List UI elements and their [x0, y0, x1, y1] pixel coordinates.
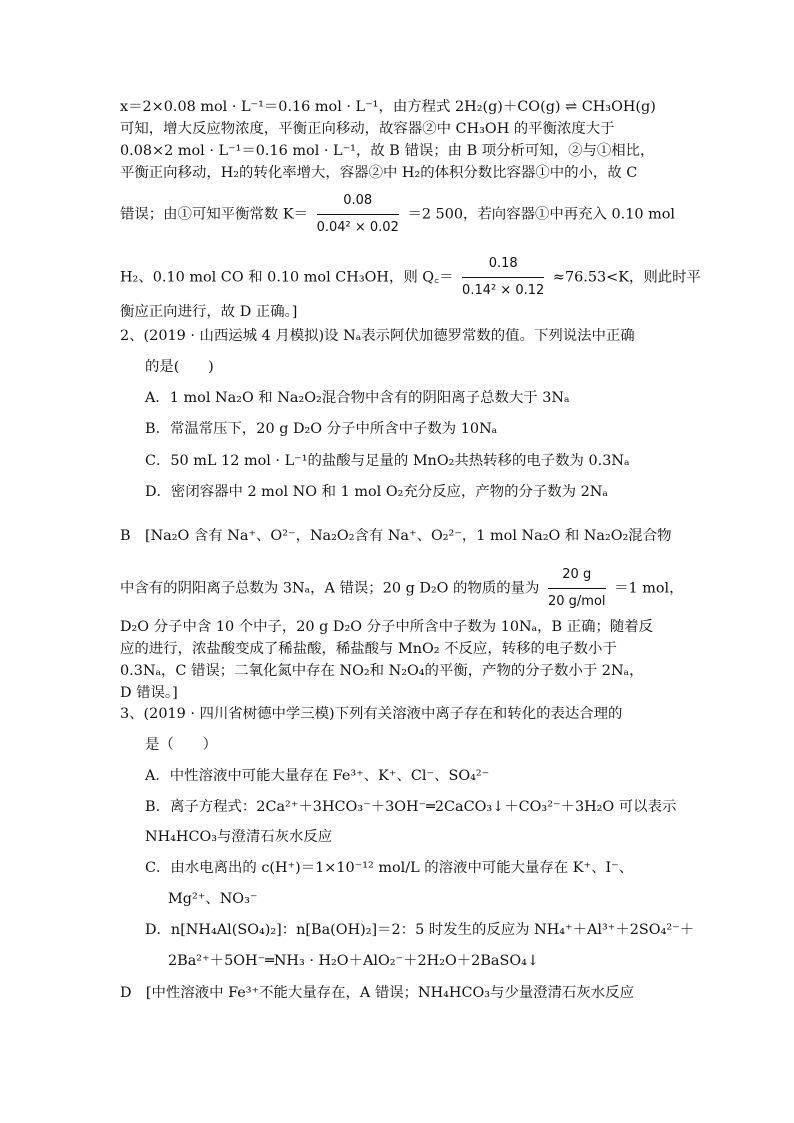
answer-3-line: D [中性溶液中 Fe³⁺不能大量存在，A 错误；NH₄HCO₃与少量澄清石灰水反应: [120, 985, 634, 1001]
option-c: C．由水电离出的 c(H⁺)＝1×10⁻¹² mol/L 的溶液中可能大量存在 K⁺、I⁻、: [145, 860, 634, 876]
fraction-denominator: 20 g/mol: [547, 594, 606, 609]
text-segment: 错误；由①可知平衡常数 K＝: [120, 206, 309, 223]
text-line: 2Ba²⁺＋5OH⁻═NH₃ · H₂O＋AlO₂⁻＋2H₂O＋2BaSO₄↓: [168, 953, 539, 969]
text-line: Mg²⁺、NO₃⁻: [168, 891, 258, 907]
question-3-title: 3、(2019 · 四川省树德中学三模)下列有关溶液中离子存在和转化的表达合理的: [120, 706, 623, 722]
text-segment: ＝2 500，若向容器①中再充入 0.10 mol: [407, 206, 676, 223]
text-line: 可知，增大反应物浓度，平衡正向移动，故容器②中 CH₃OH 的平衡浓度大于: [120, 121, 615, 137]
text-line: D₂O 分子中含 10 个中子，20 g D₂O 分子中所含中子数为 10Nₐ，B 正确；随着反: [120, 619, 654, 635]
fraction-denominator: 0.04² × 0.02: [316, 220, 399, 235]
option-d: D．n[NH₄Al(SO₄)₂]：n[Ba(OH)₂]＝2：5 时发生的反应为 NH₄⁺＋Al³⁺＋2SO₄²⁻＋: [145, 922, 695, 938]
text-line: D 错误。]: [120, 685, 178, 701]
text-line: NH₄HCO₃与澄清石灰水反应: [145, 829, 333, 845]
option-a: A．1 mol Na₂O 和 Na₂O₂混合物中含有的阴阳离子总数大于 3Nₐ: [145, 390, 570, 406]
fraction-denominator: 0.14² × 0.12: [462, 283, 545, 298]
text-line: 0.08×2 mol · L⁻¹＝0.16 mol · L⁻¹，故 B 错误；由 B 项分析可知，②与①相比，: [120, 143, 655, 159]
question-2-title: 2、(2019 · 山西运城 4 月模拟)设 Nₐ表示阿伏加德罗常数的值。下列说法中正确: [120, 328, 635, 344]
option-b: B．离子方程式：2Ca²⁺＋3HCO₃⁻＋3OH⁻═2CaCO₃↓＋CO₃²⁻＋3H₂O 可以表示: [145, 799, 677, 815]
text-segment: ＝1 mol，: [614, 580, 684, 597]
option-c: C．50 mL 12 mol · L⁻¹的盐酸与足量的 MnO₂共热转移的电子数为 0.3Nₐ: [145, 453, 630, 469]
option-a: A．中性溶液中可能大量存在 Fe³⁺、K⁺、Cl⁻、SO₄²⁻: [145, 768, 490, 784]
fraction-numerator: 0.08: [317, 191, 399, 215]
answer-2-line: B [Na₂O 含有 Na⁺、O²⁻，Na₂O₂含有 Na⁺、O₂²⁻，1 mol Na₂O 和 Na₂O₂混合物: [120, 528, 672, 544]
fraction-mass-molar: [548, 565, 606, 612]
fraction-qc: [462, 254, 544, 301]
fraction-numerator: 20 g: [548, 565, 606, 589]
molar-amount-line: [120, 565, 684, 612]
equilibrium-constant-line: [120, 191, 675, 238]
text-segment: H₂、0.10 mol CO 和 0.10 mol CH₃OH，则 Q꜀＝: [120, 269, 454, 286]
text-segment: ≈76.53<K，则此时平: [552, 269, 701, 286]
text-line: 0.3Nₐ，C 错误；二氧化氮中存在 NO₂和 N₂O₄的平衡，产物的分子数小于 2Nₐ，: [120, 663, 644, 679]
text-line: 衡应正向进行，故 D 正确。]: [120, 304, 298, 320]
option-b: B．常温常压下，20 g D₂O 分子中所含中子数为 10Nₐ: [145, 421, 498, 437]
option-d: D．密闭容器中 2 mol NO 和 1 mol O₂充分反应，产物的分子数为 2Nₐ: [145, 484, 608, 500]
fraction-k: [317, 191, 399, 238]
text-line: 的是( ): [145, 359, 214, 375]
text-line: 应的进行，浓盐酸变成了稀盐酸，稀盐酸与 MnO₂ 不反应，转移的电子数小于: [120, 641, 617, 657]
text-segment: 中含有的阴阳离子总数为 3Nₐ，A 错误；20 g D₂O 的物质的量为: [120, 580, 540, 597]
fraction-numerator: 0.18: [462, 254, 544, 278]
reaction-quotient-line: [120, 254, 701, 301]
text-line: 是（ ）: [145, 737, 217, 753]
text-line: 平衡正向移动，H₂的转化率增大，容器②中 H₂的体积分数比容器①中的小，故 C: [120, 165, 638, 181]
text-line: x＝2×0.08 mol · L⁻¹＝0.16 mol · L⁻¹，由方程式 2H₂(g)＋CO(g) ⇌ CH₃OH(g): [120, 99, 656, 115]
